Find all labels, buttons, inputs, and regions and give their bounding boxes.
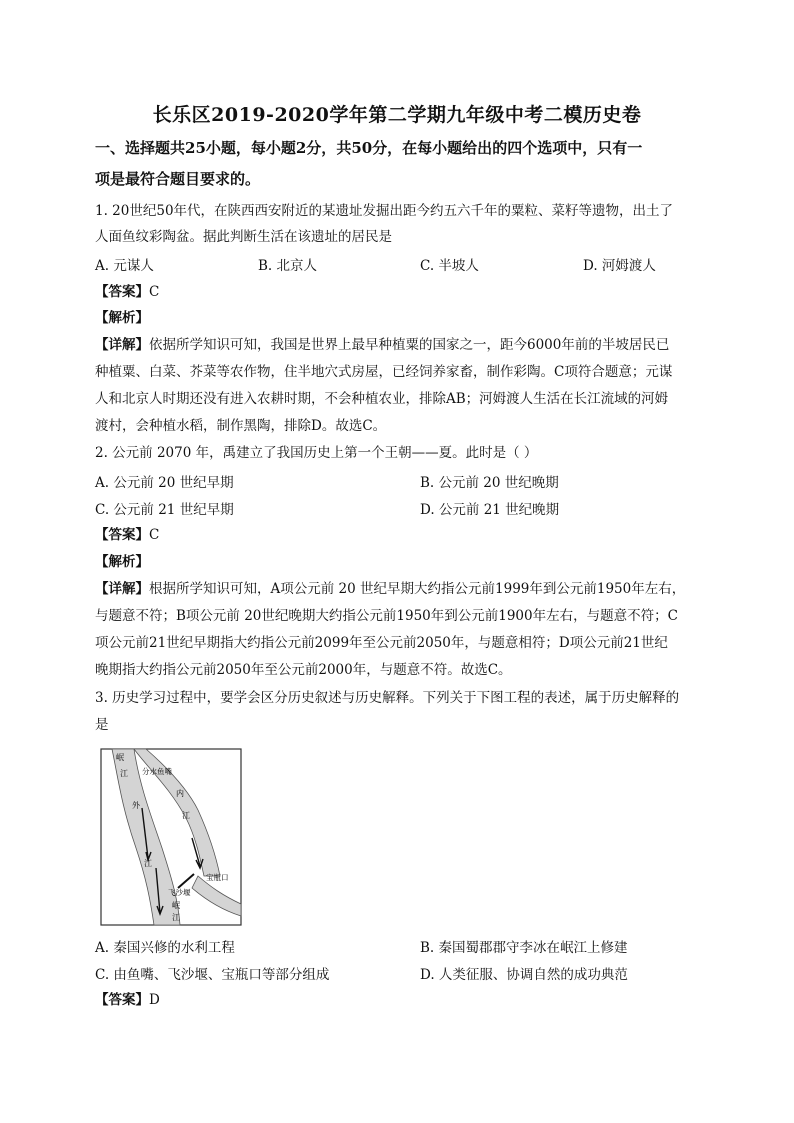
map-label: 江 (172, 913, 180, 922)
detail-text: 根据所学知识可知，A项公元前 20 世纪早期大约指公元前1999年到公元前1950年左右， (149, 581, 686, 597)
q2-option-c: C. 公元前 21 世纪早期 (95, 502, 234, 518)
q2-analysis-tag (95, 552, 705, 572)
q2-detail-line-1 (95, 579, 705, 599)
q3-stem-line-1: 3. 历史学习过程中，要学会区分历史叙述与历史解释。下列关于下图工程的表述，属于历史解释的 (95, 690, 680, 706)
q3-option-b: B. 秦国蜀郡郡守李冰在岷江上修建 (420, 940, 628, 956)
answer-tag: 【答案】 (95, 992, 149, 1008)
q3-stem-line-2: 是 (95, 717, 109, 733)
section-heading-line-1: 一、选择题共25小题，每小题2分，共50分，在每小题给出的四个选项中，只有一 (95, 139, 643, 157)
q3-answer (95, 990, 705, 1010)
q3-option-a: A. 秦国兴修的水利工程 (95, 940, 235, 956)
q1-detail-line-4: 渡村，会种植水稻，制作黑陶，排除D。故选C。 (95, 418, 387, 434)
map-label: 岷 (172, 901, 180, 910)
map-label: 内 (176, 789, 184, 798)
q1-analysis-tag (95, 308, 705, 328)
q2-detail-line-3: 项公元前21世纪早期指大约指公元前2099年至公元前2050年，与题意相符；D项公元前21世纪 (95, 635, 668, 651)
q1-stem-line-2: 人面鱼纹彩陶盆。据此判断生活在该遗址的居民是 (95, 229, 392, 245)
q1-stem-line-1: 1. 20世纪50年代，在陕西西安附近的某遗址发掘出距今约五六千年的粟粒、菜籽等遗物，出土了 (95, 203, 674, 219)
q1-detail-line-2: 种植粟、白菜、芥菜等农作物，住半地穴式房屋，已经饲养家畜，制作彩陶。C项符合题意；元谋 (95, 364, 673, 380)
q2-answer (95, 525, 705, 545)
map-label: 宝瓶口 (206, 873, 229, 882)
q1-answer (95, 282, 705, 302)
answer-tag: 【答案】 (95, 527, 149, 543)
q3-option-c: C. 由鱼嘴、飞沙堰、宝瓶口等部分组成 (95, 967, 330, 983)
detail-tag: 【详解】 (95, 337, 149, 353)
q2-detail-line-2: 与题意不符；B项公元前 20世纪晚期大约指公元前1950年到公元前1900年左右，与题意不符；C (95, 608, 678, 624)
q2-option-a: A. 公元前 20 世纪早期 (95, 475, 234, 491)
detail-text: 依据所学知识可知，我国是世界上最早种植粟的国家之一，距今6000年前的半坡居民已 (149, 337, 670, 353)
map-label: 江 (182, 811, 190, 820)
analysis-tag: 【解析】 (95, 554, 149, 570)
q2-detail-line-4: 晚期指大约指公元前2050年至公元前2000年，与题意不符。故选C。 (95, 662, 512, 678)
q1-detail-line-3: 人和北京人时期还没有进入农耕时期，不会种植农业，排除AB；河姆渡人生活在长江流域的河姆 (95, 391, 669, 407)
q2-stem: 2. 公元前 2070 年，禹建立了我国历史上第一个王朝——夏。此时是（ ） (95, 445, 538, 461)
answer-value: C (149, 527, 160, 543)
answer-value: D (149, 992, 160, 1008)
map-label: 岷 (116, 753, 124, 762)
section-heading-line-2: 项是最符合题目要求的。 (95, 170, 261, 188)
map-label: 外 (132, 801, 140, 810)
q2-option-d: D. 公元前 21 世纪晚期 (420, 502, 560, 518)
page-title: 长乐区2019-2020学年第二学期九年级中考二模历史卷 (152, 104, 642, 126)
q3-option-d: D. 人类征服、协调自然的成功典范 (420, 967, 628, 983)
answer-value: C (149, 284, 160, 300)
q1-option-a: A. 元谋人 (95, 258, 154, 274)
map-label: 江 (144, 859, 152, 868)
q2-option-b: B. 公元前 20 世纪晚期 (420, 475, 559, 491)
map-label: 飞沙堰 (168, 888, 191, 897)
q1-option-d: D. 河姆渡人 (583, 258, 656, 274)
q1-option-b: B. 北京人 (258, 258, 318, 274)
map-label: 分水鱼嘴 (142, 767, 172, 776)
q1-detail-line-1 (95, 335, 705, 355)
dujiangyan-map (100, 748, 242, 926)
analysis-tag: 【解析】 (95, 310, 149, 326)
q1-option-c: C. 半坡人 (420, 258, 479, 274)
answer-tag: 【答案】 (95, 284, 149, 300)
detail-tag: 【详解】 (95, 581, 149, 597)
map-label: 江 (120, 769, 128, 778)
